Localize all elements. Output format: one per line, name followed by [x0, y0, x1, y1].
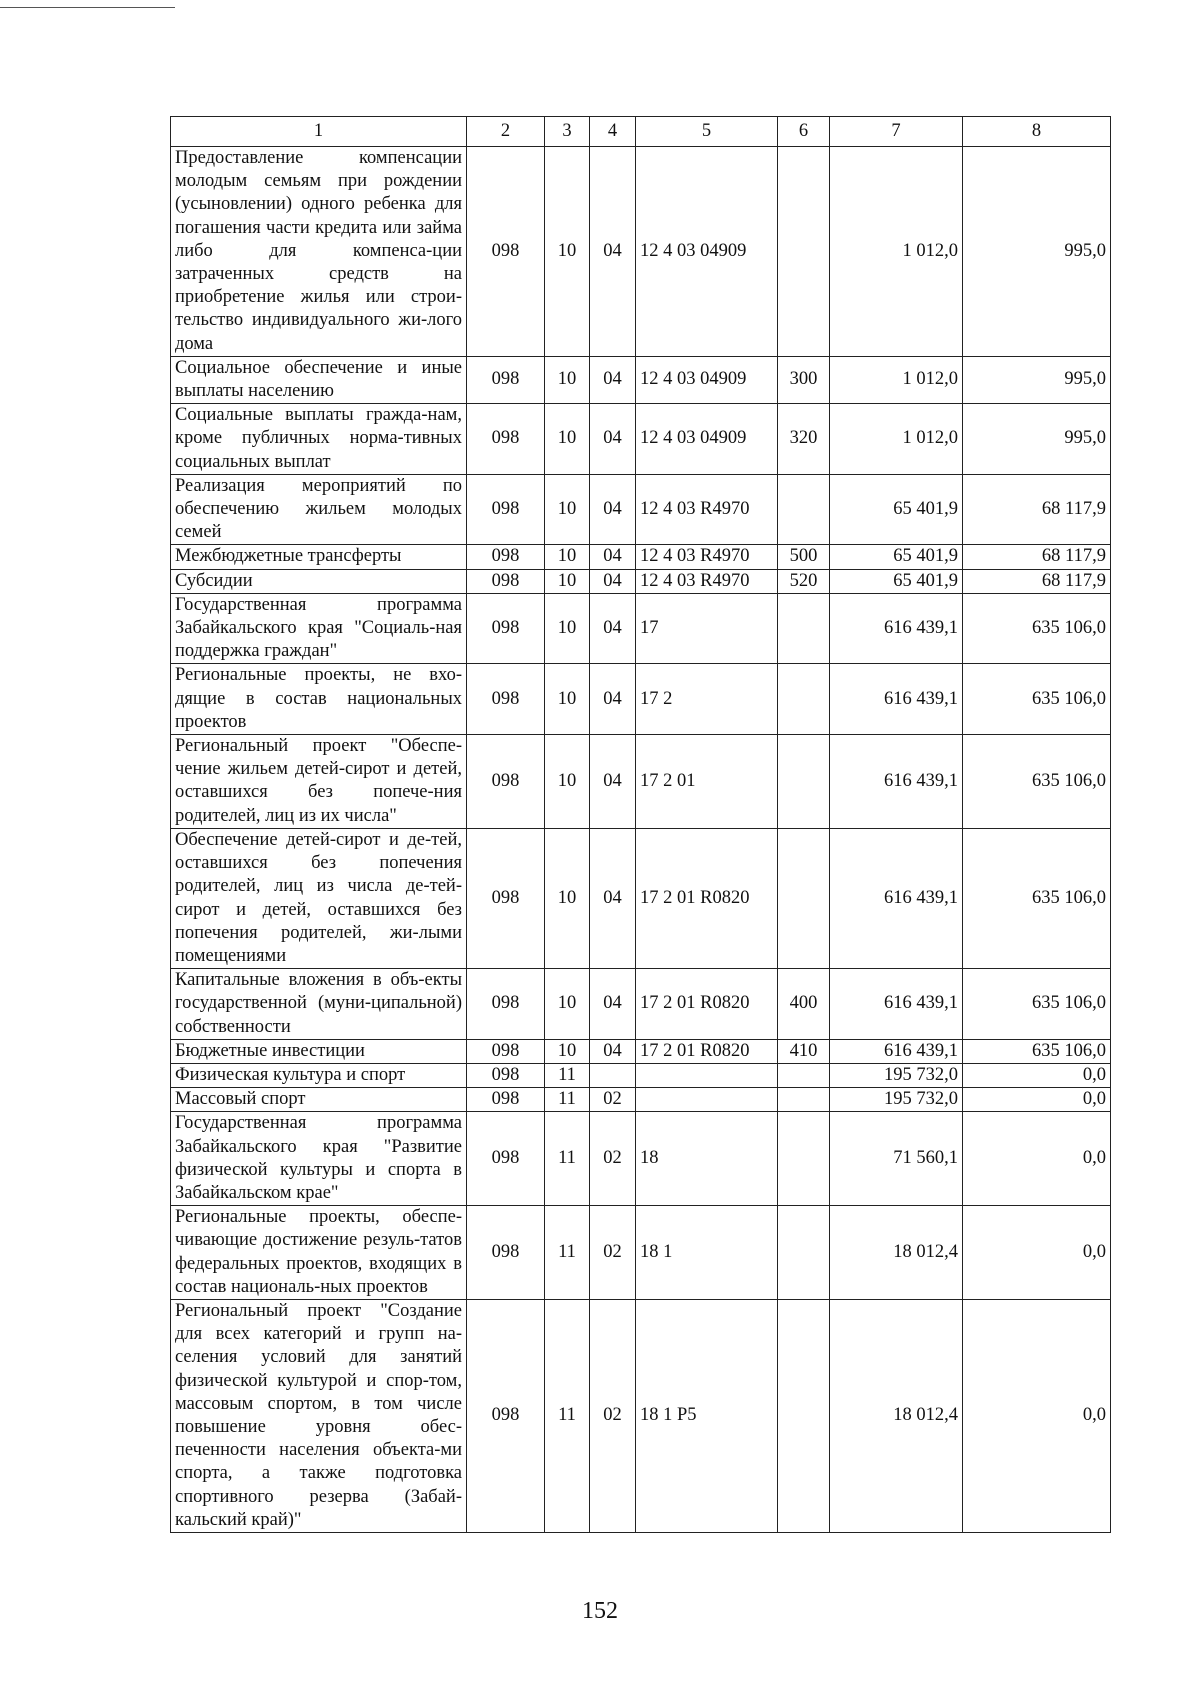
- row-amount-year2-cell: 68 117,9: [963, 545, 1111, 569]
- row-amount-year1-cell: 1 012,0: [830, 356, 963, 403]
- row-name-cell: Физическая культура и спорт: [171, 1063, 467, 1087]
- row-expense-type-cell: 520: [778, 569, 830, 593]
- row-expense-type-cell: [778, 828, 830, 968]
- row-target-article-cell: 12 4 03 R4970: [636, 569, 778, 593]
- row-amount-year2-cell: 635 106,0: [963, 664, 1111, 735]
- row-subsection-cell: 04: [590, 828, 636, 968]
- row-expense-type-cell: [778, 1112, 830, 1206]
- row-target-article-cell: 17 2: [636, 664, 778, 735]
- row-admin-code-cell: 098: [467, 1088, 545, 1112]
- row-name-cell: Региональные проекты, не вхо-дящие в состав национальных проектов: [171, 664, 467, 735]
- row-target-article-cell: 17 2 01 R0820: [636, 969, 778, 1040]
- row-name-cell: Региональные проекты, обеспе-чивающие достижение резуль-татов федеральных проектов, входящих в состав националь-ных проектов: [171, 1206, 467, 1300]
- row-name-cell: Капитальные вложения в объ-екты государственной (муни-ципальной) собственности: [171, 969, 467, 1040]
- table-row: [171, 545, 1111, 569]
- header-col-8: 8: [963, 117, 1111, 147]
- table-row: [171, 404, 1111, 475]
- row-name-cell: Реализация мероприятий по обеспечению жильем молодых семей: [171, 474, 467, 545]
- row-target-article-cell: 17 2 01 R0820: [636, 828, 778, 968]
- row-amount-year2-cell: 635 106,0: [963, 969, 1111, 1040]
- row-admin-code-cell: 098: [467, 147, 545, 357]
- row-subsection-cell: 04: [590, 545, 636, 569]
- row-amount-year2-cell: 995,0: [963, 356, 1111, 403]
- row-admin-code-cell: 098: [467, 664, 545, 735]
- row-admin-code-cell: 098: [467, 1039, 545, 1063]
- table-row: [171, 1112, 1111, 1206]
- header-col-4: 4: [590, 117, 636, 147]
- table-row: [171, 828, 1111, 968]
- row-expense-type-cell: 410: [778, 1039, 830, 1063]
- row-expense-type-cell: [778, 1299, 830, 1532]
- row-section-cell: 10: [545, 828, 590, 968]
- row-amount-year2-cell: 68 117,9: [963, 569, 1111, 593]
- row-admin-code-cell: 098: [467, 735, 545, 829]
- row-admin-code-cell: 098: [467, 593, 545, 664]
- row-section-cell: 10: [545, 474, 590, 545]
- row-subsection-cell: 04: [590, 404, 636, 475]
- row-expense-type-cell: [778, 1088, 830, 1112]
- row-section-cell: 10: [545, 735, 590, 829]
- row-name-cell: Государственная программа Забайкальского края "Социаль-ная поддержка граждан": [171, 593, 467, 664]
- row-admin-code-cell: 098: [467, 1063, 545, 1087]
- row-section-cell: 10: [545, 664, 590, 735]
- row-amount-year1-cell: 18 012,4: [830, 1299, 963, 1532]
- row-name-cell: Социальное обеспечение и иные выплаты населению: [171, 356, 467, 403]
- row-subsection-cell: 04: [590, 569, 636, 593]
- row-target-article-cell: 18: [636, 1112, 778, 1206]
- table-row: [171, 569, 1111, 593]
- row-amount-year1-cell: 616 439,1: [830, 828, 963, 968]
- row-section-cell: 10: [545, 147, 590, 357]
- table-row: [171, 1206, 1111, 1300]
- row-amount-year1-cell: 65 401,9: [830, 474, 963, 545]
- row-name-cell: Массовый спорт: [171, 1088, 467, 1112]
- row-amount-year2-cell: 0,0: [963, 1088, 1111, 1112]
- page-number: 152: [582, 1598, 618, 1624]
- row-target-article-cell: 12 4 03 04909: [636, 147, 778, 357]
- row-amount-year1-cell: 616 439,1: [830, 664, 963, 735]
- scan-edge-mark: [0, 7, 175, 9]
- row-amount-year1-cell: 1 012,0: [830, 147, 963, 357]
- row-target-article-cell: 12 4 03 04909: [636, 404, 778, 475]
- row-target-article-cell: 12 4 03 04909: [636, 356, 778, 403]
- row-section-cell: 10: [545, 404, 590, 475]
- row-expense-type-cell: [778, 664, 830, 735]
- row-expense-type-cell: 500: [778, 545, 830, 569]
- header-col-6: 6: [778, 117, 830, 147]
- row-target-article-cell: 12 4 03 R4970: [636, 474, 778, 545]
- row-name-cell: Обеспечение детей-сирот и де-тей, оставшихся без попечения родителей, лиц из числа де-тей-сирот и детей, оставшихся без попечения родителей, жи-лыми помещениями: [171, 828, 467, 968]
- header-col-7: 7: [830, 117, 963, 147]
- row-amount-year2-cell: 635 106,0: [963, 828, 1111, 968]
- table-row: [171, 356, 1111, 403]
- row-name-cell: Предоставление компенсации молодым семьям при рождении (усыновлении) одного ребенка для погашения части кредита или займа либо для компенса-ции затраченных средств на приобретение жилья или строи-тельство индивидуального жи-лого дома: [171, 147, 467, 357]
- table-row: [171, 969, 1111, 1040]
- table-row: [171, 1063, 1111, 1087]
- row-amount-year2-cell: 995,0: [963, 147, 1111, 357]
- header-col-2: 2: [467, 117, 545, 147]
- row-amount-year2-cell: 68 117,9: [963, 474, 1111, 545]
- row-section-cell: 11: [545, 1206, 590, 1300]
- row-admin-code-cell: 098: [467, 828, 545, 968]
- row-name-cell: Субсидии: [171, 569, 467, 593]
- row-name-cell: Социальные выплаты гражда-нам, кроме публичных норма-тивных социальных выплат: [171, 404, 467, 475]
- table-row: [171, 474, 1111, 545]
- row-amount-year1-cell: 195 732,0: [830, 1088, 963, 1112]
- row-subsection-cell: [590, 1063, 636, 1087]
- table-row: [171, 735, 1111, 829]
- table-row: [171, 1039, 1111, 1063]
- row-expense-type-cell: [778, 593, 830, 664]
- row-target-article-cell: [636, 1088, 778, 1112]
- budget-table-container: [170, 116, 1110, 1533]
- row-amount-year2-cell: 635 106,0: [963, 735, 1111, 829]
- budget-table: [170, 116, 1111, 1533]
- row-admin-code-cell: 098: [467, 356, 545, 403]
- header-col-5: 5: [636, 117, 778, 147]
- row-subsection-cell: 04: [590, 147, 636, 357]
- row-section-cell: 10: [545, 969, 590, 1040]
- row-amount-year1-cell: 195 732,0: [830, 1063, 963, 1087]
- row-name-cell: Региональный проект "Обеспе-чение жильем детей-сирот и детей, оставшихся без попече-ния родителей, лиц из их числа": [171, 735, 467, 829]
- header-col-3: 3: [545, 117, 590, 147]
- row-expense-type-cell: 400: [778, 969, 830, 1040]
- row-expense-type-cell: [778, 147, 830, 357]
- row-admin-code-cell: 098: [467, 569, 545, 593]
- row-expense-type-cell: [778, 735, 830, 829]
- row-target-article-cell: 12 4 03 R4970: [636, 545, 778, 569]
- row-admin-code-cell: 098: [467, 1112, 545, 1206]
- row-admin-code-cell: 098: [467, 404, 545, 475]
- row-section-cell: 11: [545, 1112, 590, 1206]
- row-amount-year1-cell: 71 560,1: [830, 1112, 963, 1206]
- row-amount-year2-cell: 0,0: [963, 1206, 1111, 1300]
- row-name-cell: Межбюджетные трансферты: [171, 545, 467, 569]
- row-section-cell: 11: [545, 1299, 590, 1532]
- row-subsection-cell: 04: [590, 735, 636, 829]
- row-amount-year2-cell: 0,0: [963, 1063, 1111, 1087]
- row-subsection-cell: 04: [590, 593, 636, 664]
- row-section-cell: 10: [545, 1039, 590, 1063]
- row-target-article-cell: 17 2 01 R0820: [636, 1039, 778, 1063]
- row-target-article-cell: 18 1: [636, 1206, 778, 1300]
- row-admin-code-cell: 098: [467, 1299, 545, 1532]
- row-subsection-cell: 04: [590, 1039, 636, 1063]
- row-amount-year1-cell: 1 012,0: [830, 404, 963, 475]
- table-row: [171, 1088, 1111, 1112]
- header-row: [171, 117, 1111, 147]
- row-admin-code-cell: 098: [467, 1206, 545, 1300]
- row-section-cell: 11: [545, 1088, 590, 1112]
- row-section-cell: 11: [545, 1063, 590, 1087]
- row-section-cell: 10: [545, 593, 590, 664]
- row-amount-year1-cell: 65 401,9: [830, 545, 963, 569]
- row-name-cell: Государственная программа Забайкальского края "Развитие физической культуры и спорта в Забайкальском крае": [171, 1112, 467, 1206]
- row-subsection-cell: 04: [590, 969, 636, 1040]
- row-amount-year2-cell: 995,0: [963, 404, 1111, 475]
- row-subsection-cell: 04: [590, 664, 636, 735]
- row-name-cell: Бюджетные инвестиции: [171, 1039, 467, 1063]
- row-target-article-cell: 17: [636, 593, 778, 664]
- row-target-article-cell: [636, 1063, 778, 1087]
- row-admin-code-cell: 098: [467, 545, 545, 569]
- header-col-1: 1: [171, 117, 467, 147]
- row-section-cell: 10: [545, 545, 590, 569]
- row-expense-type-cell: [778, 474, 830, 545]
- row-amount-year2-cell: 635 106,0: [963, 593, 1111, 664]
- row-subsection-cell: 02: [590, 1088, 636, 1112]
- row-admin-code-cell: 098: [467, 474, 545, 545]
- row-amount-year1-cell: 616 439,1: [830, 735, 963, 829]
- row-section-cell: 10: [545, 569, 590, 593]
- row-admin-code-cell: 098: [467, 969, 545, 1040]
- row-subsection-cell: 02: [590, 1206, 636, 1300]
- row-amount-year1-cell: 616 439,1: [830, 969, 963, 1040]
- row-section-cell: 10: [545, 356, 590, 403]
- row-amount-year1-cell: 616 439,1: [830, 1039, 963, 1063]
- table-row: [171, 147, 1111, 357]
- row-amount-year1-cell: 616 439,1: [830, 593, 963, 664]
- table-body: [171, 147, 1111, 1533]
- row-target-article-cell: 18 1 P5: [636, 1299, 778, 1532]
- row-amount-year2-cell: 0,0: [963, 1299, 1111, 1532]
- row-expense-type-cell: [778, 1206, 830, 1300]
- row-amount-year2-cell: 0,0: [963, 1112, 1111, 1206]
- row-subsection-cell: 04: [590, 474, 636, 545]
- table-row: [171, 593, 1111, 664]
- row-expense-type-cell: 320: [778, 404, 830, 475]
- row-subsection-cell: 02: [590, 1299, 636, 1532]
- row-amount-year1-cell: 65 401,9: [830, 569, 963, 593]
- row-target-article-cell: 17 2 01: [636, 735, 778, 829]
- table-row: [171, 664, 1111, 735]
- row-subsection-cell: 02: [590, 1112, 636, 1206]
- row-expense-type-cell: 300: [778, 356, 830, 403]
- row-expense-type-cell: [778, 1063, 830, 1087]
- row-subsection-cell: 04: [590, 356, 636, 403]
- row-amount-year1-cell: 18 012,4: [830, 1206, 963, 1300]
- table-row: [171, 1299, 1111, 1532]
- row-amount-year2-cell: 635 106,0: [963, 1039, 1111, 1063]
- row-name-cell: Региональный проект "Создание для всех категорий и групп на-селения условий для занятий физической культурой и спор-том, массовым спортом, в том числе повышение уровня обес-печенности населения объекта-ми спорта, а также подготовка спортивного резерва (Забай-кальский край)": [171, 1299, 467, 1532]
